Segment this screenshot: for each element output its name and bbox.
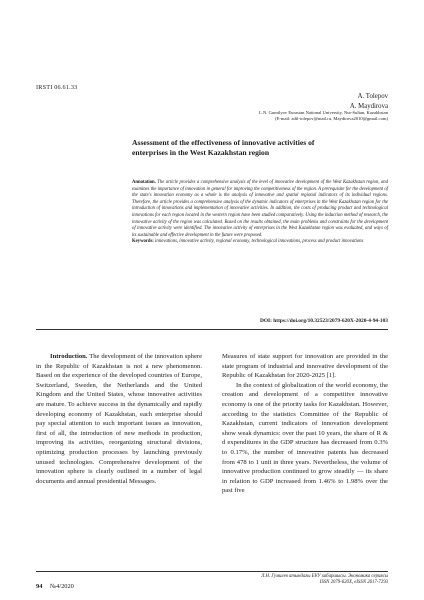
body-column-left <box>36 352 202 486</box>
page-number: 94 <box>36 583 43 590</box>
affiliation-email: (E-mail: adil-tolepov@mail.ru, Maydirova2010@gmail.com) <box>275 116 388 122</box>
abstract-block <box>132 180 388 246</box>
section-divider <box>36 329 388 330</box>
body-paragraph: Measures of state support for innovation are provided in the state program of industrial and innovative development of the Republic of Kazakhstan for 2020-2025 [1]. <box>222 353 388 380</box>
author-list <box>350 92 388 112</box>
doi-link[interactable]: DOI: https://doi.org/10.32523/2079-620X-2020-4-94-103 <box>259 318 388 324</box>
annotation-text: The article provides a comprehensive analysis of the level of innovative development of the West Kazakhstan region, and examines the importance of innovation in general for improving the competitiveness of the region. A prerequisite for the development of the state's innovation economy as a whole is the analysis of innovative and spatial regional indicators of its individual regions. Therefore, the article provides a comprehensive analysis of the dynamic indicators of enterprises in the West Kazakhstan region for the introduction of innovations and implementation of innovative activities. In addition, the costs of producing product and technological innovations for each region located in the western region have been studied comparatively. Using the induction method of research, the innovative activity of the region was calculated. Based on the results obtained, the main problems and constraints for the development of innovative activity were identified. The innovative activity of enterprises in the West Kazakhstan region was evaluated, and ways of its sustainable and effective development in the future were proposed. <box>132 180 388 238</box>
author-name: A. Tolepov <box>357 93 388 100</box>
body-paragraph: In the context of globalization of the world economy, the creation and development of a competitive innovative economy is one of the priority tasks for Kazakhstan. However, according to the statistics Committee of the Republic of Kazakhstan, current indicators of innovation development show weak dynamics: over the past 10 years, the share of R & d expenditures in the GDP structure has decreased from 0.3% to 0.17%, the number of innovative patents has decreased from 478 to 1 unit in three years. Nevertheless, the volume of innovative production continued to grow steadily — its share in relation to GDP increased from 1.46% to 1.98% over the past five <box>222 381 388 495</box>
body-column-right <box>222 352 388 496</box>
keywords-paragraph <box>132 239 388 246</box>
intro-text: The development of the innovation sphere in the Republic of Kazakhstan is not a new phenomenon. Based on the experience of the developed countries of Europe, Switzerland, Sweden, the Netherlands and the United Kingdom and the United States, whose innovative activities are mature. To achieve success in the dynamically and rapidly developing economy of Kazakhstan, each enterprise should pay special attention to such important issues as innovation, first of all, the introduction of new methods in production, improving its activities, reorganizing structural divisions, optimizing production processes by launching previously unused technologies. Comprehensive development of the innovation sphere is clearly outlined in a number of legal documents and annual presidential Messages. <box>36 353 203 485</box>
affiliation-institution: L.N. Gumilyov Eurasian National University, Nur-Sultan, Kazakhstan <box>259 110 388 115</box>
keywords-text: innovations, innovative activity, regional economy, technological innovations, process and product innovations <box>155 239 364 245</box>
annotation-paragraph <box>132 180 388 239</box>
footer-left <box>36 583 74 590</box>
intro-label: Introduction. <box>50 353 88 360</box>
issue-number: №4/2020 <box>50 583 74 590</box>
author-name: A. Maydirova <box>349 103 388 110</box>
journal-name: Л.Н. Гумилев атындағы ЕҰУ хабаршысы. Экономика сериясы <box>261 574 388 579</box>
body-paragraph <box>36 352 202 486</box>
footer-divider <box>36 571 388 572</box>
article-title: Assessment of the effectiveness of innovative activities of enterprises in the West Kazakhstan region <box>132 138 315 157</box>
footer-right <box>261 574 388 587</box>
irsti-code: IRSTI 06.61.33 <box>36 84 78 91</box>
annotation-label: Annotation. <box>132 180 156 185</box>
affiliation <box>168 110 388 123</box>
keywords-label: Keywords: <box>132 239 154 245</box>
issn: ISSN 2079-620X, eISSN 2617-7293 <box>319 580 388 586</box>
